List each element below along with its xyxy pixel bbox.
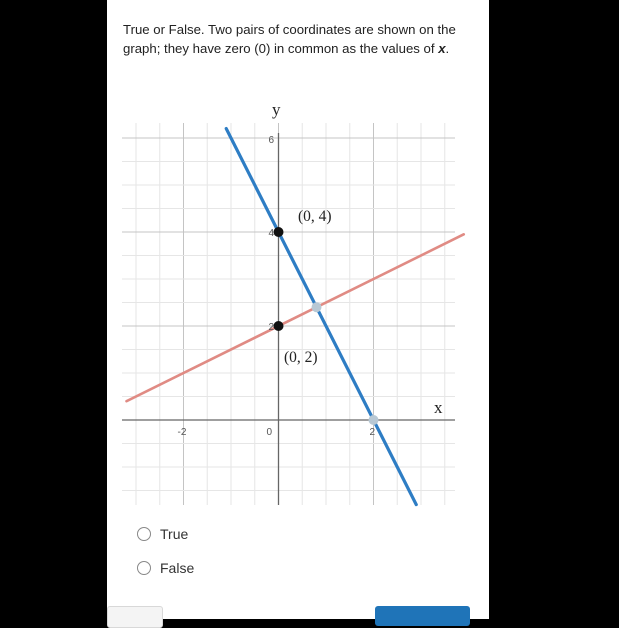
question-panel (107, 0, 489, 619)
marked-point-4 (369, 415, 379, 425)
y-tick-label: 6 (268, 135, 275, 146)
series-line-1 (127, 234, 464, 401)
option-false[interactable] (137, 557, 194, 579)
y-tick-label: 2 (268, 322, 275, 333)
question-variable: x (438, 41, 446, 56)
submit-button[interactable] (375, 606, 470, 626)
y-tick-label: 4 (268, 228, 275, 239)
x-axis-label: x (434, 398, 443, 417)
radio-false[interactable] (137, 561, 151, 575)
answer-options (137, 523, 194, 591)
grid (122, 123, 455, 505)
marked-point-1 (274, 227, 284, 237)
chart-labels (178, 100, 444, 438)
marked-point-3 (312, 302, 322, 312)
radio-true[interactable] (137, 527, 151, 541)
axes (122, 133, 455, 505)
option-true[interactable] (137, 523, 194, 545)
option-true-label: True (160, 526, 189, 542)
point-label-0-4: (0, 4) (298, 208, 332, 225)
question-text: True or False. Two pairs of coordinates are shown on the graph; they have zero (0) in common as the values of x. (123, 22, 456, 56)
marked-point-2 (274, 321, 284, 331)
option-false-label: False (160, 560, 195, 576)
x-tick-label: -2 (177, 427, 187, 438)
back-button[interactable] (107, 606, 163, 628)
x-tick-label: 0 (266, 427, 273, 438)
point-label-0-2: (0, 2) (284, 349, 318, 366)
x-tick-label: 2 (369, 427, 376, 438)
y-axis-label: y (272, 100, 281, 119)
